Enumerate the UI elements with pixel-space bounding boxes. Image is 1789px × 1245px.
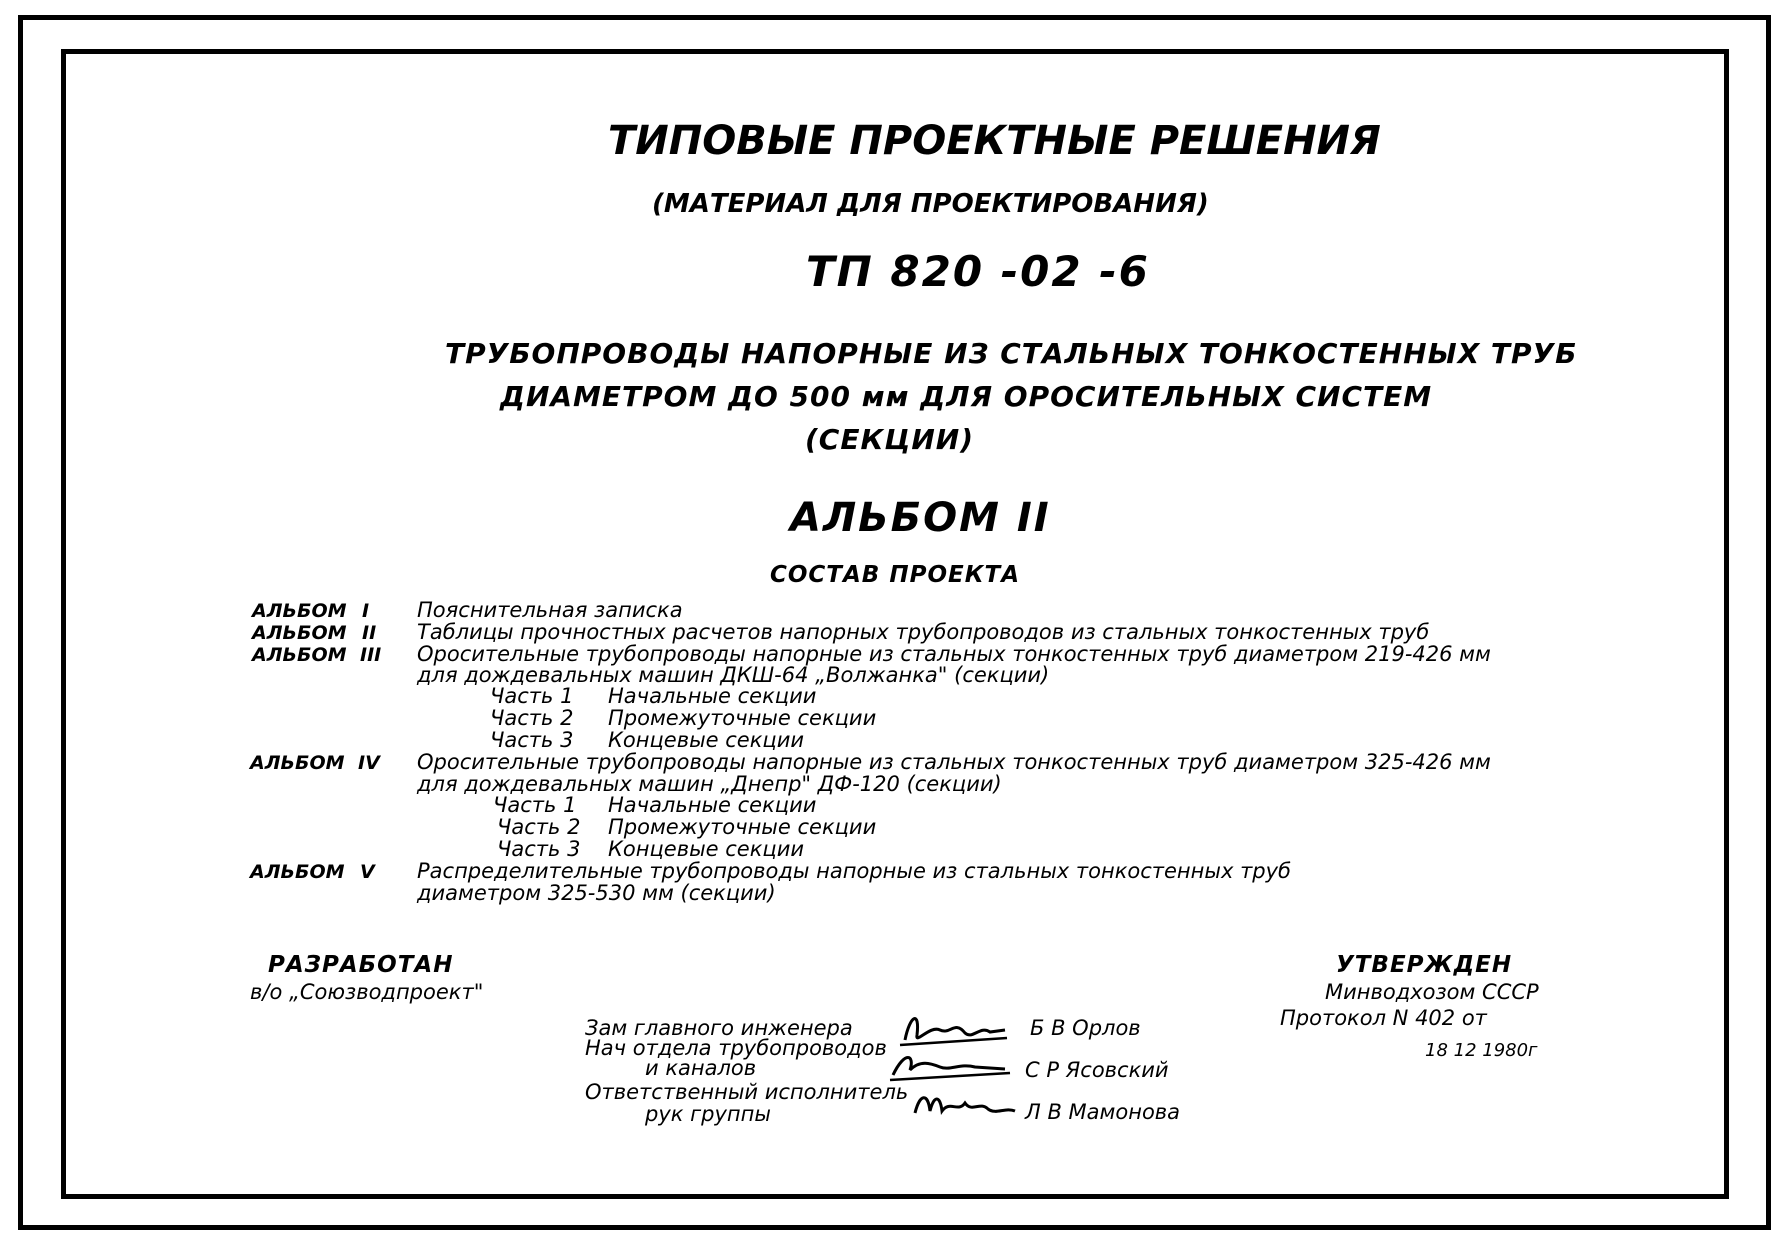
signatory-name: Л В Мамонова: [1025, 1100, 1181, 1124]
album-description: Оросительные трубопроводы напорные из стальных тонкостенных труб диаметром 219-426 мм: [417, 642, 1491, 666]
album-number: III: [360, 644, 382, 666]
part-name: Концевые секции: [608, 728, 804, 752]
album-label: АЛЬБОМ: [250, 861, 345, 883]
approved-date: 18 12 1980г: [1425, 1040, 1538, 1061]
album-description: Оросительные трубопроводы напорные из стальных тонкостенных труб диаметром 325-426 мм: [417, 750, 1491, 774]
album-number: I: [362, 600, 370, 622]
part-name: Промежуточные секции: [608, 706, 877, 730]
album-description: для дождевальных машин „Днепр" ДФ-120 (секции): [417, 772, 1002, 796]
album-description: Пояснительная записка: [417, 598, 683, 622]
signatory-role: рук группы: [645, 1102, 771, 1126]
signatory-role: Зам главного инженера: [585, 1016, 853, 1040]
part-name: Начальные секции: [608, 793, 817, 817]
approved-protocol: Протокол N 402 от: [1280, 1006, 1487, 1030]
developed-heading: РАЗРАБОТАН: [268, 952, 454, 978]
signature-yasovsky: [885, 1045, 1015, 1085]
project-code: ТП 820 -02 -6: [806, 247, 1150, 296]
album-description: Распределительные трубопроводы напорные из стальных тонкостенных труб: [417, 859, 1292, 883]
part-name: Промежуточные секции: [608, 815, 877, 839]
album-description: диаметром 325-530 мм (секции): [417, 881, 776, 905]
part-label: Часть 1: [493, 793, 577, 817]
signatory-role: и каналов: [645, 1056, 757, 1080]
part-label: Часть 3: [497, 837, 581, 861]
part-label: Часть 1: [490, 684, 574, 708]
album-title: АЛЬБОМ II: [790, 495, 1051, 541]
album-label: АЛЬБОМ: [250, 752, 345, 774]
album-number: II: [362, 622, 377, 644]
signatory-role: Нач отдела трубопроводов: [585, 1036, 887, 1060]
signature-mamonova: [910, 1085, 1020, 1125]
signatory-name: Б В Орлов: [1030, 1016, 1141, 1040]
composition-heading: СОСТАВ ПРОЕКТА: [770, 562, 1020, 588]
signatory-role: Ответственный исполнитель: [585, 1080, 909, 1104]
album-number: IV: [358, 752, 380, 774]
album-label: АЛЬБОМ: [252, 622, 347, 644]
subject-line-2: ДИАМЕТРОМ ДО 500 мм ДЛЯ ОРОСИТЕЛЬНЫХ СИСТЕМ: [500, 380, 1433, 413]
document-subtitle: (МАТЕРИАЛ ДЛЯ ПРОЕКТИРОВАНИЯ): [652, 189, 1209, 219]
album-description: для дождевальных машин ДКШ-64 „Волжанка" (секции): [417, 663, 1050, 687]
approved-by: Минводхозом СССР: [1325, 980, 1539, 1004]
album-number: V: [360, 861, 375, 883]
part-label: Часть 2: [490, 706, 574, 730]
album-description: Таблицы прочностных расчетов напорных трубопроводов из стальных тонкостенных труб: [417, 620, 1430, 644]
approved-heading: УТВЕРЖДЕН: [1336, 952, 1513, 978]
part-name: Начальные секции: [608, 684, 817, 708]
album-label: АЛЬБОМ: [252, 644, 347, 666]
album-label: АЛЬБОМ: [252, 600, 347, 622]
subject-line-1: ТРУБОПРОВОДЫ НАПОРНЫЕ ИЗ СТАЛЬНЫХ ТОНКОСТЕННЫХ ТРУБ: [445, 337, 1578, 370]
document-title: ТИПОВЫЕ ПРОЕКТНЫЕ РЕШЕНИЯ: [608, 118, 1381, 164]
developed-org: в/о „Союзводпроект": [250, 980, 484, 1004]
part-name: Концевые секции: [608, 837, 804, 861]
part-label: Часть 3: [490, 728, 574, 752]
part-label: Часть 2: [497, 815, 581, 839]
signatory-name: С Р Ясовский: [1025, 1058, 1169, 1082]
subject-line-3: (СЕКЦИИ): [805, 423, 974, 456]
